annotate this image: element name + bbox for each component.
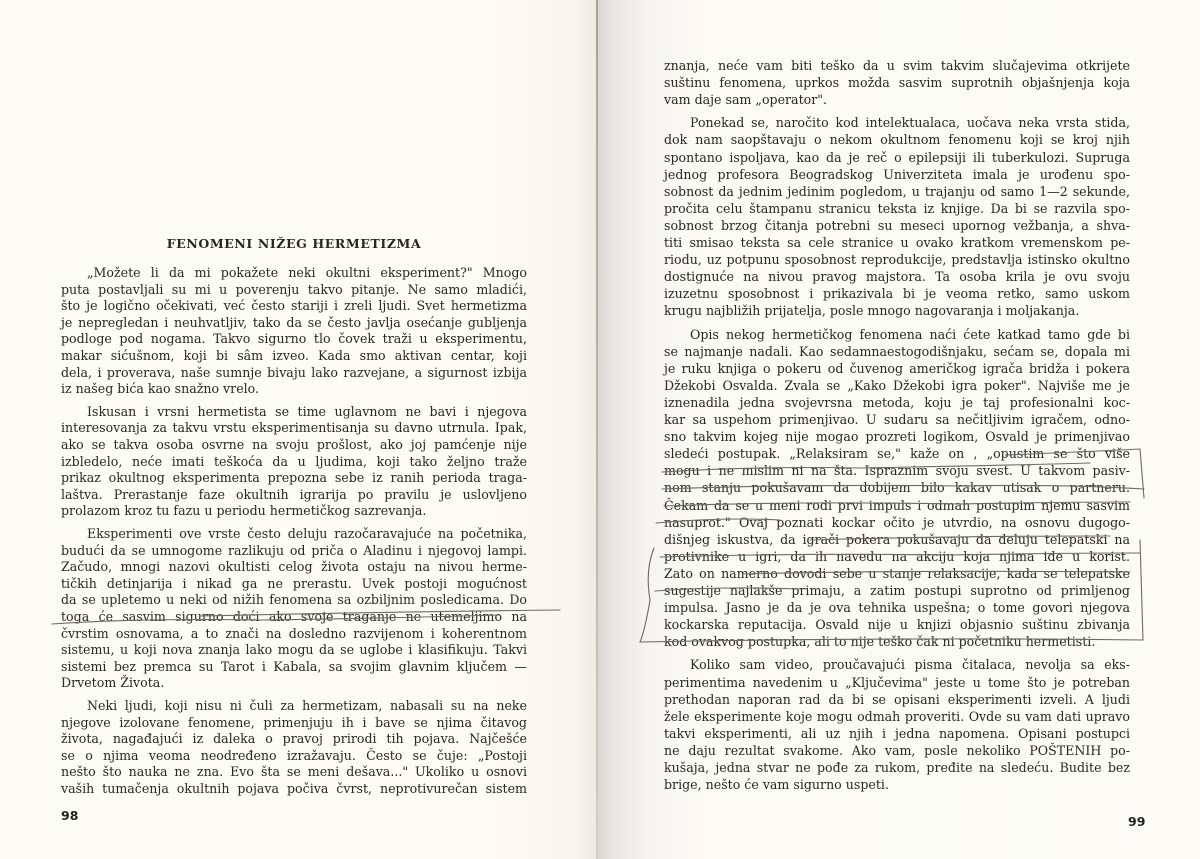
text-line: dela, i proverava, naše sumnje bivaju lako razvejane, a sigurnost izbija — [61, 364, 527, 380]
text-line: podloge pod nogama. Takvo sigurno tlo čovek traži u eksperimentu, — [61, 331, 527, 347]
text-line: sistemi bez premca su Tarot i Kabala, sa svojim glavnim ključem — — [61, 658, 527, 674]
text-line: Zato on namerno dovodi sebe u stanje relaksacije, kada se telepatske — [664, 565, 1130, 581]
text-line: perimentima navedenim u „Ključevima" jeste u tome što je potreban — [664, 674, 1130, 690]
chapter-heading: FENOMENI NIŽEG HERMETIZMA — [166, 236, 422, 251]
text-line: Koliko sam video, proučavajući pisma čitalaca, nevolja sa eks- — [690, 657, 1130, 673]
text-line: sledeći postupak. „Relaksiram se," kaže on , „opustim se što više — [664, 446, 1130, 462]
text-line: dok nam saopštavaju o nekom okultnom fenomenu koji se kroj njih — [664, 132, 1130, 148]
text-line: Opis nekog hermetičkog fenomena naći ćete katkad tamo gde bi — [690, 326, 1130, 342]
text-line: ako se takva osoba osvrne na svoju prošlost, ako joj pamćenje nije — [61, 437, 527, 452]
text-line: se o njima veoma neodređeno izražavaju. Često se čuje: „Postoji — [61, 747, 527, 763]
text-line: makar sićušnom, koji bi sâm izveo. Kada smo aktivan centar, koji — [61, 348, 527, 363]
text-line: njegove izolovane fenomene, primenjuju ih i bave se njima čitavog — [61, 714, 527, 730]
text-line: vam daje sam „operator". — [664, 92, 828, 108]
book-gutter — [596, 0, 598, 859]
text-line: krugu najbližih prijatelja, posle mnogo nagovaranja i moljakanja. — [664, 303, 1080, 319]
text-line: vaših tumačenja okultnih pojava počiva čvrst, neprotivurečan sistem — [61, 781, 527, 796]
text-line: suštinu fenomena, uprkos možda sasvim suprotnih objašnjenja koja — [664, 75, 1130, 91]
text-line: sno takvim kojeg nije mogao prozreti logikom, Osvald je primenjivao — [664, 429, 1130, 445]
text-line: ne daju rezultat svakome. Ako vam, posle nekoliko POŠTENIH po- — [664, 742, 1130, 758]
text-line: prikaz okultnog eksperimenta prepozna sebe iz ranih perioda traga- — [61, 470, 527, 486]
text-line: Neki ljudi, koji nisu ni čuli za hermetizam, nabasali su na neke — [87, 698, 527, 713]
text-line: „Možete li da mi pokažete neki okultni eksperiment?" Mnogo — [87, 265, 527, 280]
text-line: izuzetnu sposobnost i prikazivala bi je veoma retko, samo uskom — [664, 286, 1130, 302]
text-line: iz našeg bića kao snažno vrelo. — [61, 381, 260, 397]
text-line: je ruku knjiga o pokeru od čuvenog američkog igrača bridža i pokera — [664, 360, 1130, 376]
text-line: kockarska reputacija. Osvald nije u knjizi objasnio suštinu zbivanja — [664, 617, 1130, 633]
text-line: prethodan naporan rad da bi se opisani eksperimenti izveli. A ljudi — [664, 691, 1130, 707]
text-line: dišnjeg iskustva, da igrači pokera pokušavaju da deluju telepatski na — [664, 531, 1130, 547]
text-line: pročita celu štampanu stranicu teksta iz knjige. Da bi se razvila spo- — [664, 200, 1130, 216]
text-line: Čekam da se u meni rodi prvi impuls i odmah postupim njemu sasvim — [664, 497, 1130, 513]
text-line: prolazom kroz tu fazu u periodu hermetičkog sazrevanja. — [61, 503, 427, 519]
text-line: spontano ispoljava, kao da je reč o epilepsiji ili tuberkulozi. Supruga — [664, 149, 1130, 165]
text-line: sugestije najlakše primaju, a zatim postupi suprotno od primljenog — [664, 583, 1130, 598]
text-line: protivnike u igri, da ih navedu na akciju koja njima ide u korist. — [664, 548, 1130, 564]
text-line: sobnost da jednim jedinim pogledom, u trajanju od samo 1—2 sekunde, — [664, 183, 1130, 199]
text-line: što je logično očekivati, već često stariji i zreli ljudi. Svet hermetizma — [61, 298, 527, 314]
text-line: titi smisao teksta sa cele stranice u ovako kratkom vremenskom pe- — [664, 235, 1130, 250]
text-line: riodu, uz potpunu sposobnost reprodukcije, predstavlja istinsko okultno — [664, 252, 1130, 268]
text-line: jednog profesora Beogradskog Univerziteta imala je urođenu spo- — [664, 166, 1130, 182]
text-line: brige, nešto će vam sigurno uspeti. — [664, 777, 889, 793]
text-line: tičkih detinjarija i nikad ga ne prerastu. Uvek postoji mogućnost — [61, 575, 527, 591]
text-line: interesovanja za takvu vrstu eksperimentisanja su davno utrnula. Ipak, — [61, 420, 527, 436]
page-number-left: 98 — [61, 808, 79, 823]
text-line: nom stanju pokušavam da dobijem bilo kakav utisak o partneru. — [664, 480, 1130, 496]
text-line: toga će sasvim sigurno doći ako svoje traganje ne utemeljimo na — [61, 609, 527, 624]
text-line: mogu i ne mislim ni na šta. Ispraznim svoju svest. U takvom pasiv- — [664, 463, 1130, 479]
text-line: znanja, neće vam biti teško da u svim takvim slučajevima otkrijete — [664, 58, 1130, 73]
text-line: takvi eksperimenti, ali uz njih i jedna napomena. Opisani postupci — [664, 725, 1130, 741]
text-line: je nepregledan i neuhvatljiv, tako da se često javlja osećanje gubljenja — [61, 314, 527, 330]
text-line: Drvetom Života. — [61, 675, 165, 691]
text-line: laštva. Prerastanje faze okultnih igrarija po pravilu je uslovljeno — [61, 486, 527, 502]
text-line: Džekobi Osvalda. Zvala se „Kako Džekobi igra poker". Najviše me je — [664, 377, 1130, 393]
text-line: života, nagađajući iz daleka o pravoj prirodi tih pojava. Najčešće — [61, 731, 527, 747]
text-line: da se upletemo u neki od nižih fenomena sa ozbiljnim posledicama. Do — [61, 592, 527, 608]
text-line: Eksperimenti ove vrste često deluju razočaravajuće na početnika, — [87, 526, 527, 541]
text-line: izbledelo, neće imati teškoća da u ljudima, koji tako željno traže — [61, 453, 527, 469]
text-line: kar sa uspehom primenjivao. U sudaru sa nečitljivim igračem, odno- — [664, 412, 1130, 427]
page-number-right: 99 — [1128, 814, 1146, 829]
text-line: čvrstim osnovama, a to znači na dosledno razvijenom i koherentnom — [61, 625, 527, 641]
text-line: Začudo, mnogi nazovi okultisti celog života ostaju na nivou herme- — [61, 559, 527, 575]
text-line: nasuprot." Ovaj poznati kockar očito je utvrdio, na osnovu dugogo- — [664, 514, 1130, 530]
text-line: puta postavljali su mi u poverenju takvo pitanje. Ne samo mladići, — [61, 281, 527, 297]
text-line: dostignuće na nivou pravog majstora. Ta osoba krila je ovu svoju — [664, 269, 1130, 285]
text-line: Iskusan i vrsni hermetista se time uglavnom ne bavi i njegova — [87, 403, 527, 419]
text-line: iznenadila jedna svojevrsna metoda, koju je taj profesionalni koc- — [664, 394, 1130, 410]
text-line: Ponekad se, naročito kod intelektualaca, uočava neka vrsta stida, — [690, 115, 1130, 131]
text-line: sobnost brzog čitanja potrebni su meseci upornog vežbanja, a shva- — [664, 217, 1130, 233]
text-line: kušaja, jedna stvar ne pođe za rukom, pređite na sledeću. Budite bez — [664, 760, 1130, 775]
text-line: žele eksperimente koje mogu odmah proveriti. Ovde su vam dati upravo — [664, 708, 1130, 724]
text-line: sistemu, u koji nova znanja lako mogu da se uglobe i klasifikuju. Takvi — [61, 642, 527, 658]
text-line: se najmanje nadali. Kao sedamnaestogodišnjaku, sećam se, dopala mi — [664, 343, 1130, 359]
text-line: nešto što nauka ne zna. Evo šta se meni dešava..." Ukoliko u osnovi — [61, 764, 527, 780]
text-line: impulsa. Jasno je da je ova tehnika uspešna; o tome govori njegova — [664, 600, 1130, 616]
text-line: budući da se umnogome razlikuju od priča o Aladinu i njegovoj lampi. — [61, 542, 527, 558]
text-line: kod ovakvog postupka, ali to nije teško čak ni početniku hermetisti. — [664, 634, 1096, 650]
